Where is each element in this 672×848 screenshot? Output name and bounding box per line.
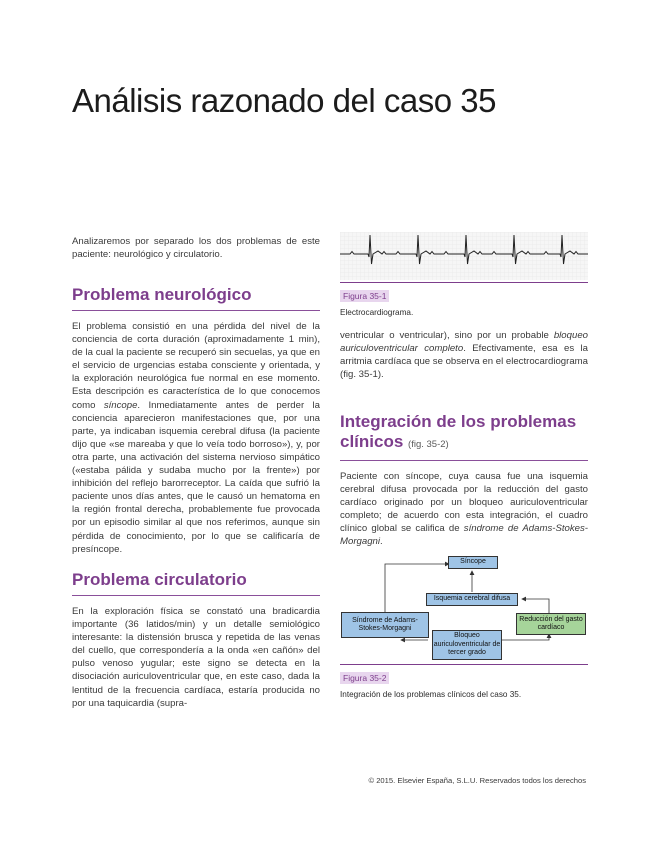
figure-35-2-diagram [340, 550, 588, 662]
circ-paragraph: En la exploración física se constató una bradicardia importante (36 latidos/min) y un detalle semiológico interesante: la distensión brusca y repetida de las venas del cuello, que correspondería a la onda «en cañón» del pulso venoso yugular; este signo se detecta en la disociación auriculoventricular que, en este caso, dada la lentitud de la frecuencia cardíaca, estaría producida no por una taquicardia (supra- [72, 606, 320, 709]
neuro-paragraph: El problema consistió en una pérdida del nivel de la conciencia de corta duración (aproximadamente 1 min), de la cual la paciente se recuperó sin secuelas, ya que en el servicio de urgencias estaba consciente y orientada, y la exploración neurológica fue normal en ese momento. Esta descripción es característica de lo que conocemos como síncope. Inmediatamente antes de perder la conciencia aparecieron manifestaciones que, por una parte, ya indicaban isquemia cerebral difusa (la paciente dijo que «se mareaba y que lo veía todo borroso»), y, por otra parte, una activación del sistema nervioso simpático («estaba pálida y sudaba mucho por la frente») por inhibición del reflejo barorreceptor. La caída que sufrió la paciente unos días antes, que le causó un hematoma en la región frontal derecha, probablemente fue provocada por un episodio similar al que nos referimos, aunque sin pérdida de conocimiento, por lo que se calificaría de presíncope. [72, 321, 320, 555]
page-title: Análisis razonado del caso 35 [72, 82, 496, 119]
ecg-strip [340, 232, 588, 280]
node-bloqueo: Bloqueo auriculoventricular de tercer grado [432, 630, 502, 660]
integration-section [340, 412, 588, 549]
node-sincope: Síncope [448, 556, 498, 569]
neuro-heading: Problema neurológico [72, 285, 320, 311]
node-reduccion: Reducción del gasto cardíaco [516, 613, 586, 635]
circ-section [72, 570, 320, 710]
figure-35-1-label: Figura 35-1 [340, 290, 389, 302]
figure-reference: (fig. 35-2) [408, 439, 449, 450]
figure-35-2-caption-block [340, 664, 588, 699]
node-sindrome: Síndrome de Adams-Stokes-Morgagni [341, 612, 429, 638]
right-continuation-paragraph: ventricular o ventricular), sino por un probable bloqueo auriculoventricular completo. Efectivamente, esa es la arritmia cardíaca que se observa en el electrocardiograma (fig. 35-1). [340, 330, 588, 381]
intro-paragraph: Analizaremos por separado los dos problemas de este paciente: neurológico y circulatorio. [72, 236, 320, 261]
integration-paragraph: Paciente con síncope, cuya causa fue una isquemia cerebral difusa provocada por la reducción del gasto cardíaco originado por un bloqueo auriculoventricular completo; de acuerdo con esta integración, el cuadro clínico global se califica de síndrome de Adams-Stokes-Morgagni. [340, 471, 588, 548]
figure-35-2-caption: Integración de los problemas clínicos del caso 35. [340, 690, 522, 699]
integration-heading: Integración de los problemas clínicos (fig. 35-2) [340, 412, 588, 461]
neuro-section [72, 285, 320, 556]
copyright-notice: © 2015. Elsevier España, S.L.U. Reservados todos los derechos [368, 776, 586, 785]
circ-heading: Problema circulatorio [72, 570, 320, 596]
node-isquemia: Isquemia cerebral difusa [426, 593, 518, 606]
figure-35-2-label: Figura 35-2 [340, 672, 389, 684]
figure-35-1 [340, 232, 588, 317]
figure-35-1-caption: Electrocardiograma. [340, 308, 414, 317]
